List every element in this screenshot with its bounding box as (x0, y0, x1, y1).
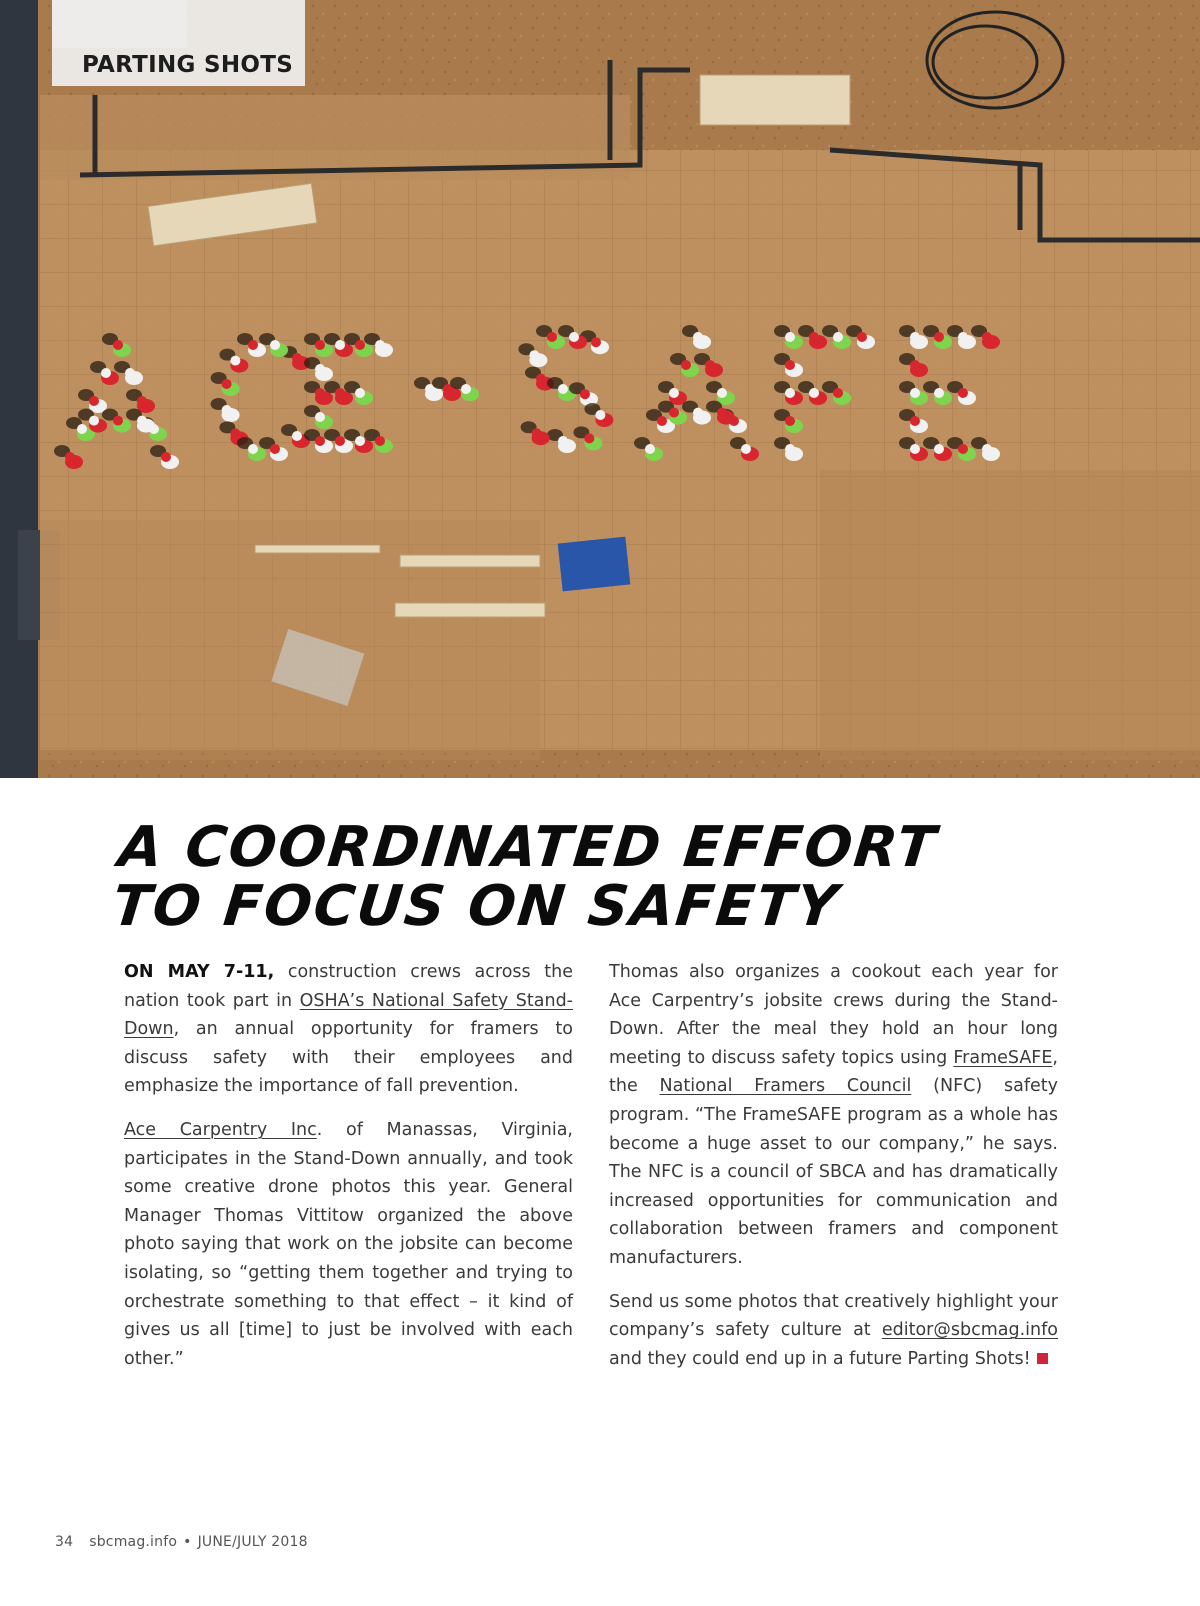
left-column (124, 958, 573, 1388)
worker-hardhat (270, 444, 280, 454)
worker-hardhat (591, 337, 601, 347)
worker-hardhat (315, 412, 325, 422)
worker-hardhat (335, 340, 345, 350)
worker-hardhat (137, 416, 147, 426)
worker-hardhat (910, 388, 920, 398)
paragraph-call-to-action (609, 1288, 1058, 1374)
end-of-article-mark (1037, 1353, 1048, 1364)
worker-hardhat (809, 332, 819, 342)
worker-hardhat (89, 396, 99, 406)
worker-hardhat (65, 452, 75, 462)
worker-hardhat (681, 360, 691, 370)
worker-hardhat (355, 340, 365, 350)
footer-issue: JUNE/JULY 2018 (197, 1534, 308, 1550)
headline-line-2: TO FOCUS ON SAFETY (109, 874, 843, 939)
worker-hardhat (717, 408, 727, 418)
worker-hardhat (785, 332, 795, 342)
cookout-text-a: Thomas also organizes a cookout each year for Ace Carpentry’s jobsite crews during the Stand-Down. After the meal they hold an hour long meeting to discuss safety topics using (609, 962, 1058, 1068)
worker-hardhat (89, 416, 99, 426)
lead-in: ON MAY 7-11, (124, 962, 275, 982)
editor-email-link[interactable]: editor@sbcmag.info (881, 1320, 1058, 1341)
section-tag-label: PARTING SHOTS (82, 52, 294, 78)
worker-hardhat (558, 436, 568, 446)
worker-hardhat (536, 374, 546, 384)
ace-carpentry-text: . of Manassas, Virginia, participates in the Stand-Down annually, and took some creative drone photos this year. General Manager Thomas Vittitow organized the above photo saying that work on the jobsite can become isolating, so “getting them together and trying to orchestrate something to that effect – it kind of gives us all [time] to just be involved with each other.” (124, 1119, 573, 1369)
worker-hardhat (375, 436, 385, 446)
worker-hardhat (558, 384, 568, 394)
worker-hardhat (547, 332, 557, 342)
worker-hardhat (910, 444, 920, 454)
worker-hardhat (934, 332, 944, 342)
page-footer (55, 1534, 308, 1550)
worker-hardhat (645, 444, 655, 454)
article-headline (109, 815, 1082, 939)
footer-separator: • (183, 1534, 192, 1550)
worker-hardhat (982, 332, 992, 342)
headline-line-1: A COORDINATED EFFORT (115, 815, 941, 880)
worker-hardhat (657, 416, 667, 426)
worker-hardhat (335, 388, 345, 398)
worker-hardhat (355, 436, 365, 446)
cta-text-a: Send us some photos that creatively highlight your company’s safety culture at (609, 1291, 1058, 1341)
worker-hardhat (934, 444, 944, 454)
paragraph-cookout (609, 958, 1058, 1273)
worker-hardhat (958, 388, 968, 398)
worker-hardhat (958, 444, 968, 454)
worker-hardhat (461, 384, 471, 394)
osha-stand-down-link[interactable]: OSHA’s National Safety Stand-Down (124, 990, 573, 1040)
worker-hardhat (595, 410, 605, 420)
worker-hardhat (958, 332, 968, 342)
worker-hardhat (910, 360, 920, 370)
worker-hardhat (315, 388, 325, 398)
worker-hardhat (113, 416, 123, 426)
worker-hardhat (569, 332, 579, 342)
worker-hardhat (910, 416, 920, 426)
worker-hardhat (833, 388, 843, 398)
worker-hardhat (741, 444, 751, 454)
worker-hardhat (982, 444, 992, 454)
cookout-text-b: , the (609, 1047, 1058, 1097)
worker-hardhat (785, 416, 795, 426)
worker-hardhat (292, 353, 302, 363)
framesafe-link[interactable]: FrameSAFE (953, 1047, 1053, 1068)
worker-hardhat (335, 436, 345, 446)
worker-hardhat (705, 360, 715, 370)
worker-hardhat (77, 424, 87, 434)
worker-hardhat (833, 332, 843, 342)
worker-hardhat (137, 396, 147, 406)
worker-hardhat (248, 444, 258, 454)
worker-hardhat (113, 340, 123, 350)
worker-hardhat (669, 388, 679, 398)
worker-hardhat (532, 428, 542, 438)
cta-text-b: and they could end up in a future Parting Shots! (609, 1348, 1031, 1369)
worker-hardhat (222, 379, 232, 389)
paragraph-intro (124, 958, 573, 1101)
right-column (609, 958, 1058, 1388)
worker-hardhat (375, 340, 385, 350)
worker-hardhat (785, 444, 795, 454)
paragraph-ace-carpentry (124, 1116, 573, 1373)
worker-hardhat (693, 332, 703, 342)
worker-hardhat (161, 452, 171, 462)
worker-hardhat (580, 389, 590, 399)
worker-hardhat (857, 332, 867, 342)
worker-hardhat (693, 408, 703, 418)
national-framers-council-link[interactable]: National Framers Council (659, 1076, 912, 1097)
worker-hardhat (230, 356, 240, 366)
intro-text-a: construction crews across the nation took part in (124, 962, 573, 1011)
worker-hardhat (315, 340, 325, 350)
worker-hardhat (669, 408, 679, 418)
hero-photo (0, 0, 1200, 778)
worker-hardhat (934, 388, 944, 398)
footer-site: sbcmag.info (89, 1534, 178, 1550)
worker-hardhat (315, 436, 325, 446)
worker-hardhat (785, 388, 795, 398)
worker-hardhat (717, 388, 727, 398)
intro-text-b: , an annual opportunity for framers to discuss safety with their employees and emphasize the importance of fall prevention. (124, 1019, 573, 1097)
worker-hardhat (910, 332, 920, 342)
section-tag (52, 0, 305, 86)
worker-hardhat (270, 340, 280, 350)
worker-hardhat (355, 388, 365, 398)
worker-hardhat (785, 360, 795, 370)
worker-hardhat (230, 428, 240, 438)
cookout-text-c: (NFC) safety program. “The FrameSAFE program as a whole has become a huge asset to our company,” he says. The NFC is a council of SBCA and has dramatically increased opportunities for communication and collaboration between framers and component manufacturers. (609, 1076, 1058, 1268)
worker-hardhat (248, 340, 258, 350)
worker-hardhat (584, 433, 594, 443)
worker-hardhat (315, 364, 325, 374)
worker-hardhat (125, 368, 135, 378)
page-number: 34 (55, 1534, 74, 1550)
worker-hardhat (529, 350, 539, 360)
worker-hardhat (809, 388, 819, 398)
worker-hardhat (222, 405, 232, 415)
worker-hardhat (292, 431, 302, 441)
ace-carpentry-link[interactable]: Ace Carpentry Inc (124, 1119, 317, 1140)
aerial-jobsite-image (0, 0, 1200, 778)
worker-hardhat (101, 368, 111, 378)
